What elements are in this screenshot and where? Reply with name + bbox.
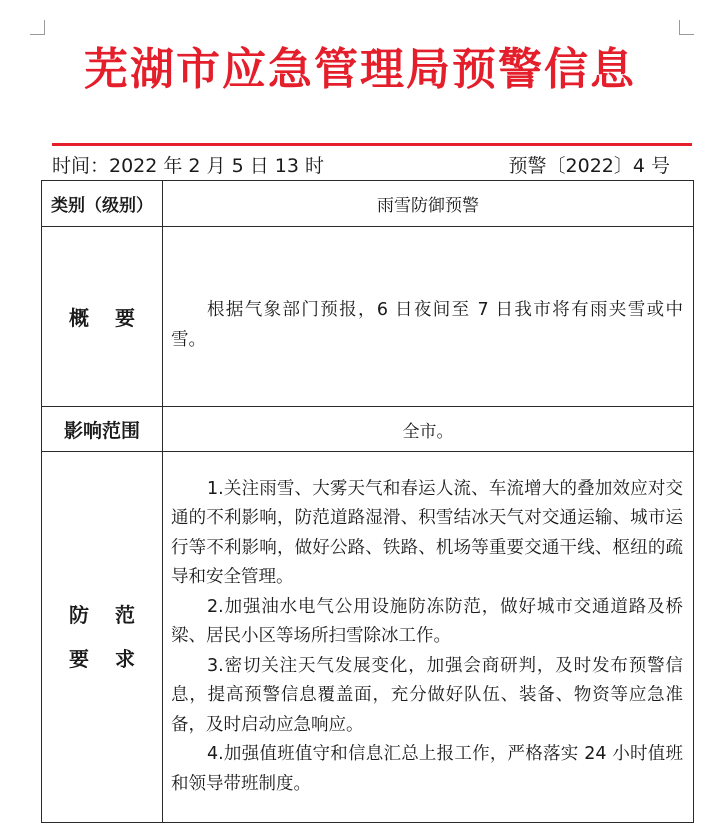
table-row-requirements <box>42 452 694 823</box>
requirement-item: 3.密切关注天气发展变化，加强会商研判，及时发布预警信息，提高预警信息覆盖面，充分做好队伍、装备、物资等应急准备，及时启动应急响应。 <box>171 655 683 735</box>
crop-mark-top-right <box>679 20 694 35</box>
requirements-label-line1: 防范 <box>69 603 161 627</box>
document-number: 预警〔2022〕4 号 <box>508 155 670 177</box>
scope-value: 全市。 <box>163 407 694 452</box>
summary-text: 根据气象部门预报，6 日夜间至 7 日我市将有雨夹雪或中雪。 <box>171 300 683 350</box>
title-divider <box>52 143 692 146</box>
issue-time: 时间：2022 年 2 月 5 日 13 时 <box>52 155 324 177</box>
table-row-summary <box>42 227 694 407</box>
requirement-item: 1.关注雨雪、大雾天气和春运人流、车流增大的叠加效应对交通的不利影响，防范道路湿滑、积雪结冰天气对交通运输、城市运行等不利影响，做好公路、铁路、机场等重要交通干线、枢纽的疏导和安全管理。 <box>171 478 683 588</box>
summary-label: 概要 <box>69 306 161 330</box>
requirements-label-line2: 要求 <box>69 647 161 671</box>
requirement-item: 4.加强值班值守和信息汇总上报工作，严格落实 24 小时值班和领导带班制度。 <box>171 744 683 794</box>
table-row-scope <box>42 407 694 452</box>
requirement-item: 2.加强油水电气公用设施防冻防范，做好城市交通道路及桥梁、居民小区等场所扫雪除冰工作。 <box>171 596 683 647</box>
notice-table <box>41 180 694 823</box>
requirements-label <box>43 593 161 681</box>
category-label: 类别（级别） <box>42 181 163 227</box>
summary-cell <box>163 227 694 407</box>
document-title: 芜湖市应急管理局预警信息 <box>84 44 636 95</box>
scope-label: 影响范围 <box>42 407 163 452</box>
crop-mark-top-left <box>30 20 45 35</box>
requirements-cell <box>163 452 694 823</box>
table-row-category <box>42 181 694 227</box>
category-value: 雨雪防御预警 <box>163 181 694 227</box>
